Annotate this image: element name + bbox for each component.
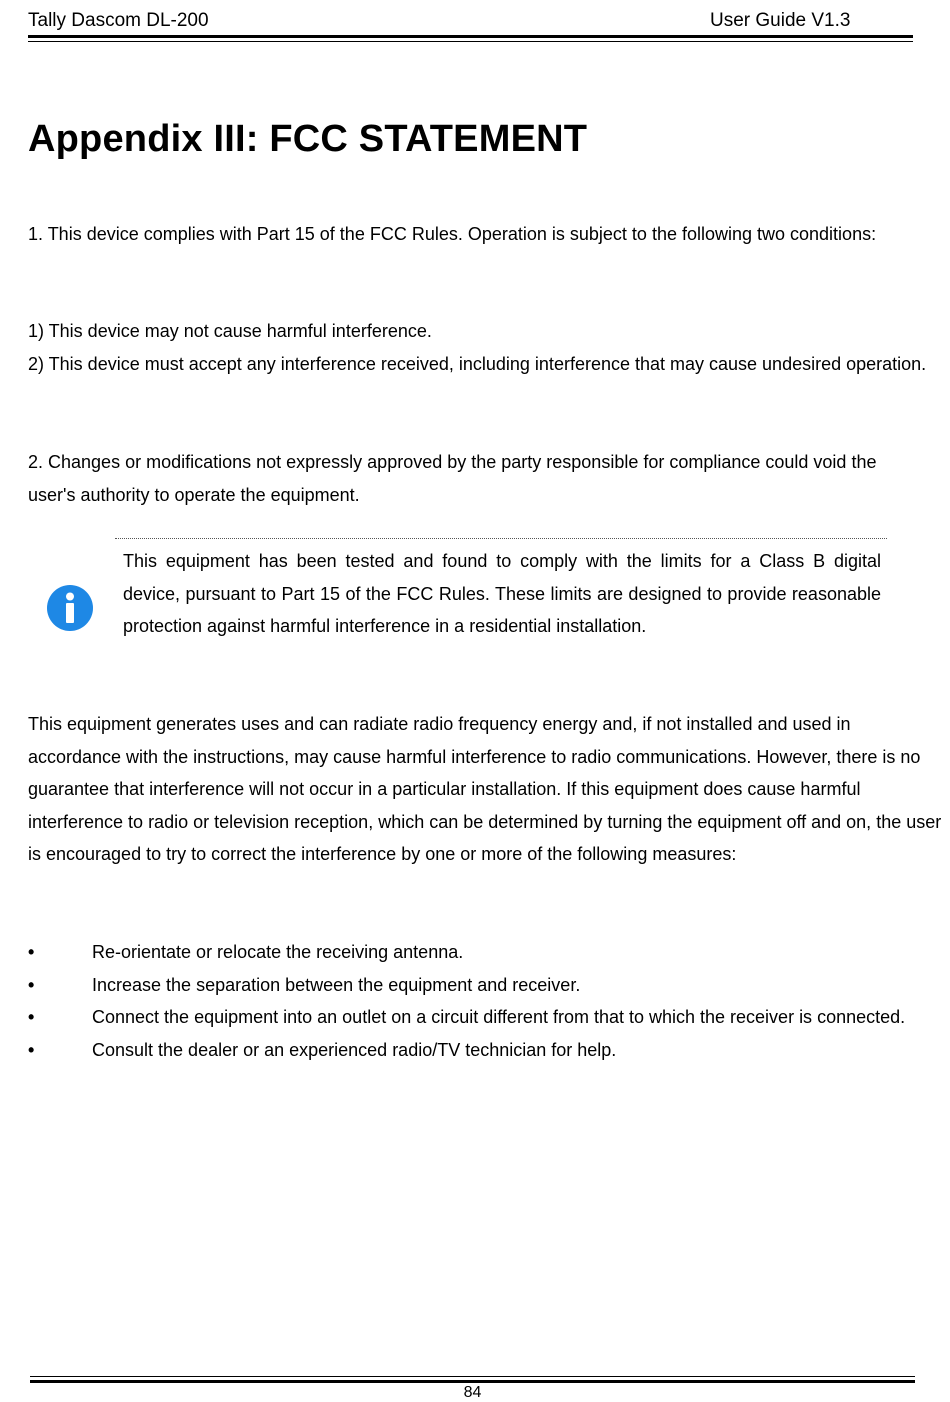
note-divider xyxy=(115,538,887,539)
header-rule-thick xyxy=(28,35,913,38)
compliance-paragraph: 1. This device complies with Part 15 of the FCC Rules. Operation is subject to the following two conditions: xyxy=(28,224,877,244)
page-title: Appendix III: FCC STATEMENT xyxy=(28,118,588,160)
list-item xyxy=(28,936,918,969)
list-item xyxy=(28,1034,918,1067)
bullet-icon: • xyxy=(28,942,35,962)
list-item xyxy=(28,1001,918,1034)
header-guide-version: User Guide V1.3 xyxy=(710,10,851,31)
header-product-name: Tally Dascom DL-200 xyxy=(28,10,209,31)
page-number: 84 xyxy=(463,1384,482,1401)
condition-item: 2) This device must accept any interference received, including interference that may cause undesired operation. xyxy=(28,353,927,374)
footer-rule-thin xyxy=(30,1376,915,1377)
measures-list xyxy=(28,936,918,1066)
condition-item: 1) This device may not cause harmful interference. xyxy=(28,321,432,341)
list-item-text: Re-orientate or relocate the receiving antenna. xyxy=(92,942,464,962)
header-rule-thin xyxy=(28,41,913,42)
bullet-icon: • xyxy=(28,1007,35,1028)
bullet-icon: • xyxy=(28,974,35,995)
note-text: This equipment has been tested and found to comply with the limits for a Class B digital device, pursuant to Part 15 of the FCC Rules. These limits are designed to provide reasonable protection against harmful interference in a residential installation. xyxy=(123,551,881,637)
bullet-icon: • xyxy=(28,1039,35,1060)
page-header xyxy=(28,8,913,42)
page-footer xyxy=(30,1376,915,1400)
modifications-paragraph: 2. Changes or modifications not expressly approved by the party responsible for compliance could void the user's authority to operate the equipment. xyxy=(28,452,877,505)
conditions-list xyxy=(28,315,928,380)
info-icon xyxy=(46,584,94,632)
interference-paragraph: This equipment generates uses and can radiate radio frequency energy and, if not installed and used in accordance with the instructions, may cause harmful interference to radio communications. However, there is no guarantee that interference will not occur in a particular installation. If this equipment does cause harmful interference to radio or television reception, which can be determined by turning the equipment off and on, the user is encouraged to try to correct the interference by one or more of the following measures: xyxy=(28,714,942,865)
footer-rule-thick xyxy=(30,1380,915,1383)
list-item-text: Increase the separation between the equipment and receiver. xyxy=(92,974,581,995)
list-item-text: Connect the equipment into an outlet on a circuit different from that to which the receiver is connected. xyxy=(92,1007,906,1028)
list-item xyxy=(28,969,918,1002)
list-item-text: Consult the dealer or an experienced radio/TV technician for help. xyxy=(92,1039,617,1060)
